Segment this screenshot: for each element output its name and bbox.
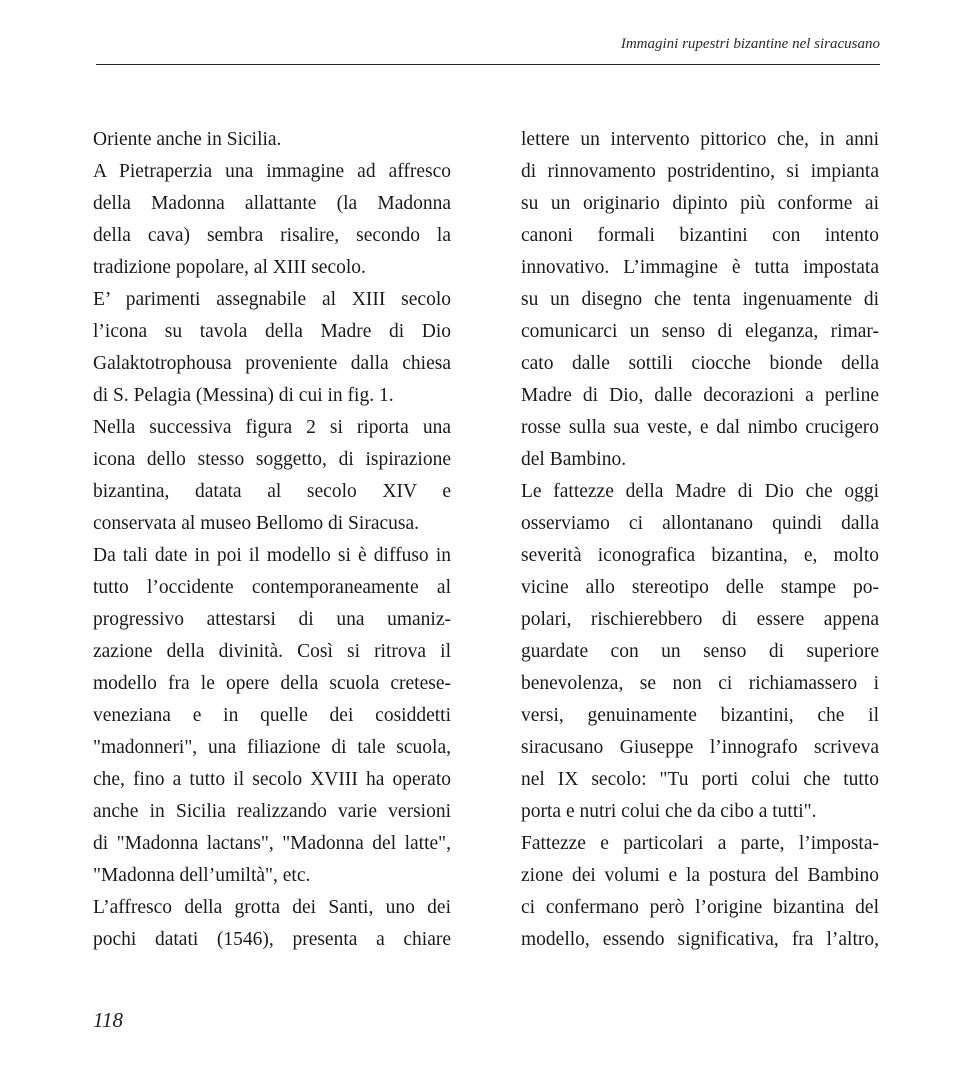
right-text-column — [521, 124, 879, 956]
text-line: modello fra le opere della scuola cretese- — [93, 673, 451, 694]
text-line: canoni formali bizantini con intento — [521, 225, 879, 246]
text-line: polari, rischierebbero di essere appena — [521, 609, 879, 630]
text-line: vicine allo stereotipo delle stampe po- — [521, 577, 879, 598]
text-line: Da tali date in poi il modello si è diffuso in — [93, 545, 451, 566]
text-line: L’affresco della grotta dei Santi, uno dei — [93, 897, 451, 918]
text-line: cato dalle sottili ciocche bionde della — [521, 353, 879, 374]
text-line: Oriente anche in Sicilia. — [93, 129, 282, 150]
text-line: porta e nutri colui che da cibo a tutti". — [521, 801, 817, 822]
text-line: Madre di Dio, dalle decorazioni a perline — [521, 385, 879, 406]
text-line: tutto l’occidente contemporaneamente al — [93, 577, 451, 598]
text-line: osserviamo ci allontanano quindi dalla — [521, 513, 879, 534]
text-line: severità iconografica bizantina, e, molto — [521, 545, 879, 566]
text-line: Nella successiva figura 2 si riporta una — [93, 417, 451, 438]
text-line: innovativo. L’immagine è tutta impostata — [521, 257, 879, 278]
text-line: del Bambino. — [521, 449, 627, 470]
page-number: 118 — [93, 1008, 123, 1032]
text-line: Fattezze e particolari a parte, l’imposta- — [521, 833, 879, 854]
text-line: lettere un intervento pittorico che, in anni — [521, 129, 879, 150]
text-line: comunicarci un senso di eleganza, rimar- — [521, 321, 879, 342]
text-line: progressivo attestarsi di una umaniz- — [93, 609, 451, 630]
text-line: su un originario dipinto più conforme ai — [521, 193, 879, 214]
text-line: "Madonna dell’umiltà", etc. — [93, 865, 311, 886]
text-line: della cava) sembra risalire, secondo la — [93, 225, 451, 246]
text-line: nel IX secolo: "Tu porti colui che tutto — [521, 769, 879, 790]
text-line: rosse sulla sua veste, e dal nimbo crucigero — [521, 417, 879, 438]
text-line: ci confermano però l’origine bizantina del — [521, 897, 879, 918]
text-line: su un disegno che tenta ingenuamente di — [521, 289, 879, 310]
text-line: icona dello stesso soggetto, di ispirazione — [93, 449, 451, 470]
running-header: Immagini rupestri bizantine nel siracusano — [620, 36, 880, 52]
text-line: siracusano Giuseppe l’innografo scriveva — [521, 737, 879, 758]
text-line: anche in Sicilia realizzando varie versioni — [93, 801, 451, 822]
text-line: Galaktotrophousa proveniente dalla chiesa — [93, 353, 451, 374]
text-line: zazione della divinità. Così si ritrova il — [93, 641, 451, 662]
text-line: conservata al museo Bellomo di Siracusa. — [93, 513, 419, 534]
text-line: E’ parimenti assegnabile al XIII secolo — [93, 289, 451, 310]
left-text-column — [93, 124, 451, 956]
text-line: benevolenza, se non ci richiamassero i — [521, 673, 879, 694]
text-line: che, fino a tutto il secolo XVIII ha operato — [93, 769, 451, 790]
text-line: guardate con un senso di superiore — [521, 641, 879, 662]
text-line: di rinnovamento postridentino, si impianta — [521, 161, 879, 182]
text-line: pochi datati (1546), presenta a chiare — [93, 929, 451, 950]
text-line: di "Madonna lactans", "Madonna del latte", — [93, 833, 451, 854]
text-line: tradizione popolare, al XIII secolo. — [93, 257, 366, 278]
text-line: modello, essendo significativa, fra l’altro, — [521, 929, 879, 950]
text-line: veneziana e in quelle dei cosiddetti — [93, 705, 451, 726]
text-line: Le fattezze della Madre di Dio che oggi — [521, 481, 879, 502]
text-line: "madonneri", una filiazione di tale scuola, — [93, 737, 451, 758]
text-line: l’icona su tavola della Madre di Dio — [93, 321, 451, 342]
text-line: della Madonna allattante (la Madonna — [93, 193, 451, 214]
text-line: A Pietraperzia una immagine ad affresco — [93, 161, 451, 182]
text-line: versi, genuinamente bizantini, che il — [521, 705, 879, 726]
text-line: zione dei volumi e la postura del Bambino — [521, 865, 879, 886]
text-line: bizantina, datata al secolo XIV e — [93, 481, 451, 502]
text-line: di S. Pelagia (Messina) di cui in fig. 1. — [93, 385, 394, 406]
header-rule — [96, 64, 880, 65]
